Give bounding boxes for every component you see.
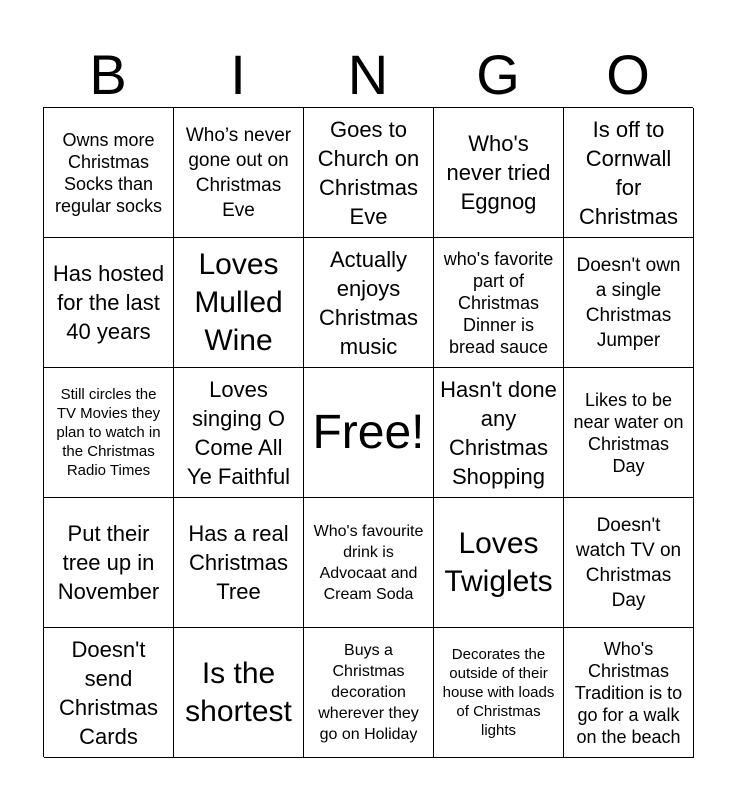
bingo-cell[interactable]: [434, 498, 564, 628]
bingo-cell[interactable]: [304, 108, 434, 238]
bingo-cell[interactable]: [564, 238, 694, 368]
bingo-cell[interactable]: [434, 628, 564, 758]
cell-text: Owns more Christmas Socks than regular socks: [54, 129, 163, 216]
cell-text: Who's Christmas Tradition is to go for a walk on the beach: [574, 638, 683, 747]
header-letter-g: G: [476, 43, 520, 106]
bingo-cell[interactable]: [304, 238, 434, 368]
cell-text: Doesn't watch TV on Christmas Day: [575, 514, 682, 611]
bingo-cell[interactable]: [44, 108, 174, 238]
bingo-cell[interactable]: [434, 238, 564, 368]
cell-text: Who’s never gone out on Christmas Eve: [185, 124, 292, 221]
cell-text: Put their tree up in November: [57, 521, 160, 604]
bingo-cell[interactable]: [564, 108, 694, 238]
header-letter-i: I: [230, 43, 246, 106]
bingo-cell[interactable]: [304, 498, 434, 628]
bingo-grid: [43, 107, 693, 757]
bingo-cell[interactable]: [44, 498, 174, 628]
cell-text: Has hosted for the last 40 years: [52, 261, 165, 344]
cell-text: Who's favourite drink is Advocaat and Cream Soda: [313, 522, 424, 603]
cell-text: Is off to Cornwall for Christmas: [578, 116, 678, 229]
cell-text: who's favorite part of Christmas Dinner is bread sauce: [443, 248, 554, 357]
bingo-cell[interactable]: [304, 628, 434, 758]
bingo-cell[interactable]: [44, 238, 174, 368]
cell-text: Doesn't own a single Christmas Jumper: [576, 254, 681, 351]
header-letter-o: O: [606, 43, 650, 106]
cell-text: Doesn't send Christmas Cards: [58, 636, 158, 749]
bingo-cell[interactable]: [44, 368, 174, 498]
bingo-cell[interactable]: [174, 368, 304, 498]
header-letter-b: B: [89, 43, 127, 106]
cell-text: Has a real Christmas Tree: [188, 521, 289, 604]
bingo-cell[interactable]: [174, 108, 304, 238]
header-letter-n: N: [347, 43, 389, 106]
free-space-text: Free!: [312, 405, 425, 459]
cell-text: Still circles the TV Movies they plan to watch in the Christmas Radio Times: [56, 386, 161, 479]
bingo-cell[interactable]: [434, 108, 564, 238]
bingo-cell[interactable]: [174, 628, 304, 758]
bingo-cell[interactable]: [174, 498, 304, 628]
cell-text: Loves Mulled Wine: [194, 247, 283, 357]
cell-text: Likes to be near water on Christmas Day: [573, 389, 684, 476]
cell-text: Actually enjoys Christmas music: [318, 246, 418, 359]
cell-text: Hasn't done any Christmas Shopping: [440, 376, 557, 489]
cell-text: Who's never tried Eggnog: [446, 131, 551, 214]
bingo-cell[interactable]: [564, 498, 694, 628]
cell-text: Buys a Christmas decoration wherever they go on Holiday: [318, 642, 419, 743]
cell-text: Decorates the outside of their house with loads of Christmas lights: [442, 646, 555, 739]
cell-text: Loves singing O Come All Ye Faithful: [186, 376, 291, 489]
cell-text: Is the shortest: [185, 656, 292, 728]
cell-text: Goes to Church on Christmas Eve: [317, 116, 420, 229]
bingo-cell[interactable]: [174, 238, 304, 368]
bingo-cell[interactable]: [434, 368, 564, 498]
cell-text: Loves Twiglets: [444, 526, 553, 598]
bingo-cell[interactable]: [564, 628, 694, 758]
bingo-cell-free[interactable]: [304, 368, 434, 498]
bingo-cell[interactable]: [44, 628, 174, 758]
bingo-cell[interactable]: [564, 368, 694, 498]
bingo-header: [43, 44, 693, 106]
